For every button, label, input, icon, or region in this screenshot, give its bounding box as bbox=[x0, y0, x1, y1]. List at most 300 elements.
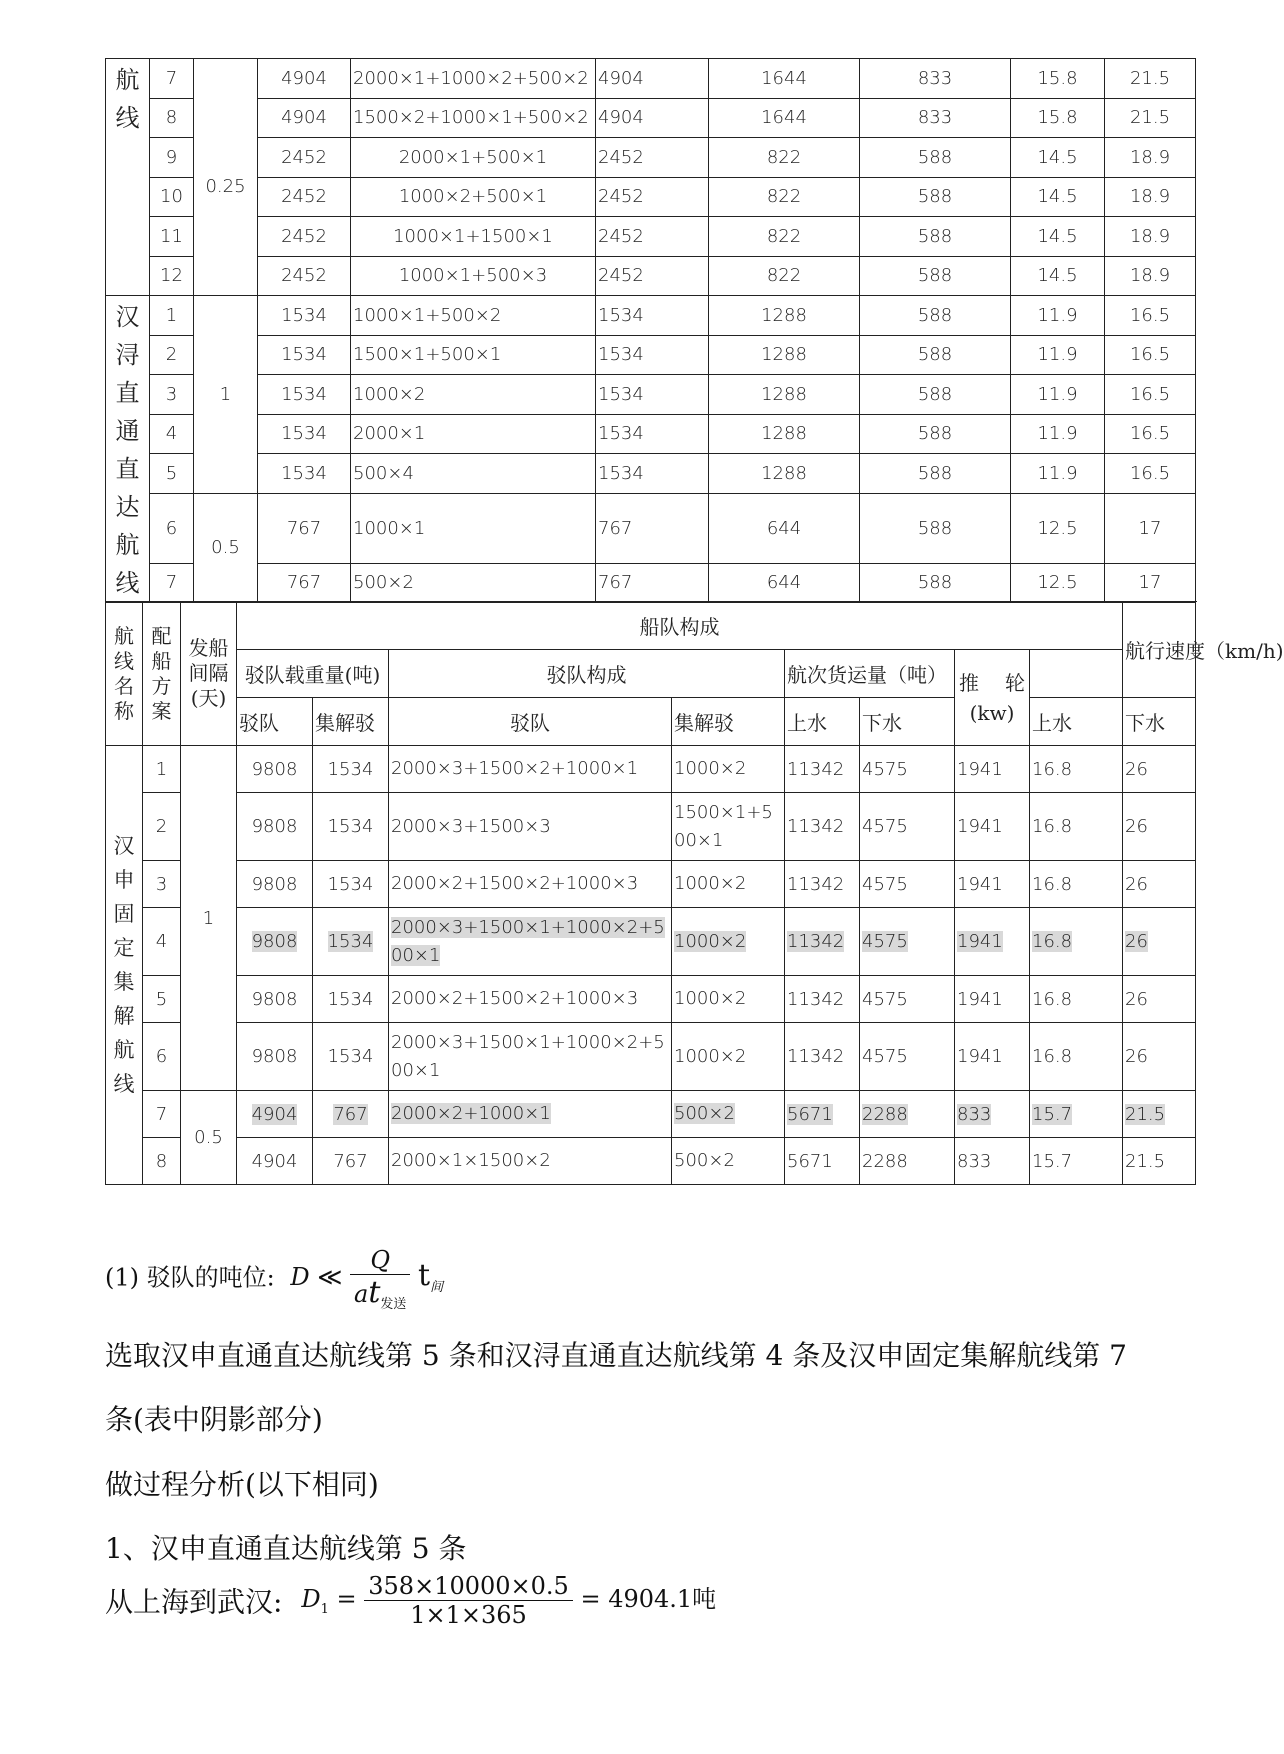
push-power bbox=[955, 908, 1030, 976]
assembly-composition bbox=[672, 793, 785, 861]
header-cargo: 航次货运量（吨） bbox=[785, 650, 955, 698]
assembly-composition bbox=[672, 1138, 785, 1185]
plan-no: 8 bbox=[143, 1138, 181, 1185]
push-power: 588 bbox=[860, 414, 1011, 454]
assembly-load bbox=[313, 746, 389, 793]
push-power-text: 1941 bbox=[957, 816, 1003, 837]
header-assembly: 集解驳 bbox=[313, 698, 389, 746]
cargo-down bbox=[860, 908, 955, 976]
barge-load: 2452 bbox=[258, 256, 351, 296]
formula-label: (1) 驳队的吨位: bbox=[105, 1263, 275, 1292]
speed-up bbox=[1030, 746, 1123, 793]
table-row bbox=[106, 976, 1196, 1023]
table-row bbox=[106, 454, 1196, 494]
cargo-up: 767 bbox=[596, 493, 709, 563]
header-speed-up: 上水 bbox=[1030, 698, 1123, 746]
plan-no: 5 bbox=[143, 976, 181, 1023]
speed-down: 21.5 bbox=[1105, 59, 1196, 99]
table-row bbox=[106, 861, 1196, 908]
barge-composition bbox=[389, 908, 672, 976]
barge-load bbox=[237, 908, 313, 976]
assembly-load bbox=[313, 1023, 389, 1091]
barge-load: 767 bbox=[258, 493, 351, 563]
cargo-down: 822 bbox=[709, 256, 860, 296]
header-up: 上水 bbox=[785, 698, 860, 746]
push-power bbox=[955, 1138, 1030, 1185]
cargo-down bbox=[860, 1138, 955, 1185]
barge-composition bbox=[389, 861, 672, 908]
cargo-down-text: 2288 bbox=[862, 1103, 908, 1125]
table-row bbox=[106, 908, 1196, 976]
assembly-load-text: 767 bbox=[333, 1150, 368, 1172]
header-push-b: 轮 bbox=[1005, 670, 1025, 695]
speed-up-text: 15.7 bbox=[1032, 1150, 1073, 1172]
table-row bbox=[106, 746, 1196, 793]
cargo-up: 4904 bbox=[596, 59, 709, 99]
barge-load bbox=[237, 861, 313, 908]
plan-no: 11 bbox=[150, 217, 194, 257]
header-fleet: 船队构成 bbox=[237, 602, 1123, 650]
speed-down: 18.9 bbox=[1105, 177, 1196, 217]
header-speed-down: 下水 bbox=[1123, 698, 1196, 746]
calc-fraction bbox=[364, 1572, 573, 1629]
push-power bbox=[955, 1091, 1030, 1138]
cargo-down: 1644 bbox=[709, 59, 860, 99]
speed-up bbox=[1030, 1091, 1123, 1138]
table-row bbox=[106, 1138, 1196, 1185]
cargo-down-text: 4575 bbox=[862, 816, 908, 837]
push-power: 588 bbox=[860, 296, 1011, 336]
header-barge-comp: 驳队 bbox=[389, 698, 672, 746]
speed-down-text: 26 bbox=[1125, 988, 1148, 1010]
table-row bbox=[106, 414, 1196, 454]
barge-composition-text: 2000×2+1500×2+1000×3 bbox=[391, 873, 639, 894]
barge-composition-text: 2000×3+1500×1+1000×2+500×1 bbox=[391, 1031, 665, 1081]
speed-up: 14.5 bbox=[1011, 177, 1105, 217]
barge-composition bbox=[389, 793, 672, 861]
route-label: 航线 bbox=[106, 59, 150, 296]
speed-up: 12.5 bbox=[1011, 493, 1105, 563]
push-power-text: 1941 bbox=[957, 988, 1003, 1010]
speed-up: 11.9 bbox=[1011, 375, 1105, 415]
plan-no: 6 bbox=[150, 493, 194, 563]
barge-composition-text: 2000×1×1500×2 bbox=[391, 1150, 551, 1171]
speed-down bbox=[1123, 746, 1196, 793]
barge-composition bbox=[389, 1138, 672, 1185]
route-table-2-body bbox=[106, 602, 1284, 1185]
barge-composition-text: 2000×3+1500×1+1000×2+500×1 bbox=[391, 916, 665, 966]
push-power-text: 1941 bbox=[957, 1046, 1003, 1067]
cargo-up: 1534 bbox=[596, 335, 709, 375]
barge-load-text: 9808 bbox=[251, 873, 298, 895]
table-row bbox=[106, 335, 1196, 375]
paragraph-4: 1、汉申直通直达航线第 5 条 bbox=[105, 1532, 467, 1565]
speed-up: 11.9 bbox=[1011, 414, 1105, 454]
route-label: 汉申固定集解航线 bbox=[106, 746, 143, 1185]
barge-composition: 1500×2+1000×1+500×2 bbox=[351, 98, 596, 138]
header-speed: 航行速度（km/h) bbox=[1123, 602, 1196, 698]
cargo-up: 2452 bbox=[596, 177, 709, 217]
push-power: 588 bbox=[860, 563, 1011, 603]
barge-composition-text: 2000×3+1500×3 bbox=[391, 815, 551, 837]
paragraph-1: 选取汉申直通直达航线第 5 条和汉浔直通直达航线第 4 条及汉申固定集解航线第 7 bbox=[105, 1339, 1127, 1372]
plan-no: 7 bbox=[150, 59, 194, 99]
cargo-up-text: 11342 bbox=[787, 873, 845, 895]
speed-up: 14.5 bbox=[1011, 256, 1105, 296]
barge-load: 1534 bbox=[258, 375, 351, 415]
cargo-up: 1534 bbox=[596, 454, 709, 494]
speed-down: 16.5 bbox=[1105, 454, 1196, 494]
calc-denominator: 1×1×365 bbox=[410, 1601, 527, 1629]
barge-load-text: 9808 bbox=[251, 816, 298, 837]
speed-down: 21.5 bbox=[1105, 98, 1196, 138]
cargo-up bbox=[785, 746, 860, 793]
cargo-down bbox=[860, 793, 955, 861]
assembly-composition bbox=[672, 1023, 785, 1091]
table-row bbox=[106, 1091, 1196, 1138]
route-table-2 bbox=[105, 601, 1284, 1185]
header-load: 驳队载重量(吨) bbox=[237, 650, 389, 698]
speed-up-text: 16.8 bbox=[1032, 931, 1073, 952]
table-row bbox=[106, 493, 1196, 563]
barge-load: 1534 bbox=[258, 414, 351, 454]
calc-eq: = bbox=[336, 1585, 357, 1613]
cargo-up bbox=[785, 908, 860, 976]
cargo-up-text: 11342 bbox=[787, 988, 845, 1010]
barge-load bbox=[237, 1023, 313, 1091]
interval-cell: 1 bbox=[194, 296, 258, 494]
assembly-composition-text: 1000×2 bbox=[674, 1045, 747, 1067]
cargo-down-text: 4575 bbox=[862, 931, 908, 952]
speed-down-text: 21.5 bbox=[1125, 1103, 1166, 1125]
barge-load: 1534 bbox=[258, 454, 351, 494]
speed-down bbox=[1123, 976, 1196, 1023]
cargo-up-text: 11342 bbox=[787, 931, 845, 952]
cargo-down: 1288 bbox=[709, 414, 860, 454]
cargo-down: 822 bbox=[709, 217, 860, 257]
interval-cell: 0.5 bbox=[194, 493, 258, 603]
plan-no: 8 bbox=[150, 98, 194, 138]
assembly-composition bbox=[672, 976, 785, 1023]
barge-load-text: 9808 bbox=[251, 758, 298, 780]
plan-no: 1 bbox=[150, 296, 194, 336]
formula-fraction bbox=[350, 1246, 410, 1312]
push-power-text: 833 bbox=[957, 1150, 992, 1172]
formula-numerator: Q bbox=[350, 1246, 410, 1275]
cargo-up: 1534 bbox=[596, 414, 709, 454]
barge-load-text: 4904 bbox=[251, 1103, 298, 1125]
formula-d: D bbox=[290, 1263, 310, 1292]
plan-no: 3 bbox=[143, 861, 181, 908]
cargo-down bbox=[860, 976, 955, 1023]
cargo-down: 1288 bbox=[709, 454, 860, 494]
push-power-text: 1941 bbox=[957, 873, 1003, 895]
barge-load: 1534 bbox=[258, 296, 351, 336]
calc-numerator: 358×10000×0.5 bbox=[364, 1572, 573, 1601]
assembly-composition-text: 500×2 bbox=[674, 1150, 735, 1171]
push-power: 588 bbox=[860, 256, 1011, 296]
interval-cell: 0.5 bbox=[181, 1091, 237, 1185]
cargo-up: 2452 bbox=[596, 138, 709, 178]
barge-load: 2452 bbox=[258, 138, 351, 178]
speed-down bbox=[1123, 793, 1196, 861]
speed-up: 14.5 bbox=[1011, 217, 1105, 257]
assembly-load bbox=[313, 793, 389, 861]
speed-up: 14.5 bbox=[1011, 138, 1105, 178]
push-power bbox=[955, 976, 1030, 1023]
push-power-text: 1941 bbox=[957, 758, 1003, 780]
assembly-composition-text: 500×2 bbox=[674, 1103, 735, 1124]
push-power: 588 bbox=[860, 138, 1011, 178]
cargo-up bbox=[785, 976, 860, 1023]
cargo-up: 2452 bbox=[596, 256, 709, 296]
paragraph-2: 条(表中阴影部分) bbox=[105, 1403, 323, 1436]
barge-composition bbox=[389, 1023, 672, 1091]
speed-down: 18.9 bbox=[1105, 138, 1196, 178]
plan-no: 5 bbox=[150, 454, 194, 494]
speed-down-text: 26 bbox=[1125, 1046, 1148, 1067]
push-power: 588 bbox=[860, 375, 1011, 415]
speed-down: 16.5 bbox=[1105, 296, 1196, 336]
assembly-load bbox=[313, 1138, 389, 1185]
speed-up-text: 16.8 bbox=[1032, 816, 1073, 837]
route-label: 汉浔直通直达航线 bbox=[106, 296, 150, 603]
assembly-load bbox=[313, 976, 389, 1023]
push-power: 833 bbox=[860, 59, 1011, 99]
speed-up-text: 15.7 bbox=[1032, 1103, 1073, 1125]
assembly-load bbox=[313, 1091, 389, 1138]
table-row bbox=[106, 563, 1196, 603]
push-power-text: 833 bbox=[957, 1103, 992, 1125]
table-row bbox=[106, 59, 1196, 99]
barge-load-text: 4904 bbox=[251, 1150, 298, 1172]
speed-up bbox=[1030, 793, 1123, 861]
barge-composition: 1000×1+500×2 bbox=[351, 296, 596, 336]
table-row bbox=[106, 793, 1196, 861]
speed-down-text: 26 bbox=[1125, 758, 1148, 780]
barge-load bbox=[237, 793, 313, 861]
speed-down bbox=[1123, 1023, 1196, 1091]
cargo-down-text: 2288 bbox=[862, 1150, 908, 1172]
speed-down: 16.5 bbox=[1105, 414, 1196, 454]
speed-up: 15.8 bbox=[1011, 59, 1105, 99]
speed-down bbox=[1123, 861, 1196, 908]
barge-load-text: 9808 bbox=[251, 988, 298, 1010]
cargo-down bbox=[860, 746, 955, 793]
cargo-up bbox=[785, 793, 860, 861]
cargo-down bbox=[860, 1091, 955, 1138]
plan-no: 12 bbox=[150, 256, 194, 296]
push-power bbox=[955, 1023, 1030, 1091]
push-power: 833 bbox=[860, 98, 1011, 138]
speed-up-text: 16.8 bbox=[1032, 758, 1073, 780]
barge-load: 2452 bbox=[258, 217, 351, 257]
plan-no: 1 bbox=[143, 746, 181, 793]
barge-load: 2452 bbox=[258, 177, 351, 217]
speed-up-text: 16.8 bbox=[1032, 988, 1073, 1010]
cargo-down bbox=[860, 861, 955, 908]
assembly-load bbox=[313, 908, 389, 976]
cargo-up-text: 5671 bbox=[787, 1150, 833, 1172]
push-power bbox=[955, 861, 1030, 908]
header-down: 下水 bbox=[860, 698, 955, 746]
cargo-down-text: 4575 bbox=[862, 988, 908, 1010]
barge-load bbox=[237, 746, 313, 793]
speed-down: 16.5 bbox=[1105, 335, 1196, 375]
plan-no: 3 bbox=[150, 375, 194, 415]
calc-d: D bbox=[301, 1585, 321, 1613]
barge-load: 4904 bbox=[258, 59, 351, 99]
header-push-c: (kw) bbox=[969, 700, 1015, 725]
cargo-up-text: 5671 bbox=[787, 1103, 833, 1125]
assembly-load-text: 1534 bbox=[327, 873, 374, 895]
barge-composition: 1000×1 bbox=[351, 493, 596, 563]
plan-no: 4 bbox=[150, 414, 194, 454]
speed-down: 16.5 bbox=[1105, 375, 1196, 415]
header-assembly-comp: 集解驳 bbox=[672, 698, 785, 746]
speed-down-text: 26 bbox=[1125, 931, 1148, 952]
speed-down: 17 bbox=[1105, 493, 1196, 563]
assembly-load-text: 767 bbox=[333, 1103, 368, 1125]
speed-down: 18.9 bbox=[1105, 256, 1196, 296]
barge-load-text: 9808 bbox=[251, 931, 298, 952]
assembly-composition bbox=[672, 1091, 785, 1138]
speed-up: 11.9 bbox=[1011, 335, 1105, 375]
plan-no: 10 bbox=[150, 177, 194, 217]
plan-no: 2 bbox=[150, 335, 194, 375]
barge-composition: 1000×1+1500×1 bbox=[351, 217, 596, 257]
push-power: 588 bbox=[860, 217, 1011, 257]
assembly-composition bbox=[672, 746, 785, 793]
plan-no: 7 bbox=[143, 1091, 181, 1138]
cargo-up bbox=[785, 861, 860, 908]
cargo-down-text: 4575 bbox=[862, 1046, 908, 1067]
cargo-down: 1288 bbox=[709, 335, 860, 375]
route-table-1 bbox=[105, 58, 1196, 603]
cargo-down: 822 bbox=[709, 138, 860, 178]
barge-load bbox=[237, 976, 313, 1023]
table-row bbox=[106, 98, 1196, 138]
header-composition: 驳队构成 bbox=[389, 650, 785, 698]
cargo-up: 767 bbox=[596, 563, 709, 603]
cargo-up: 1534 bbox=[596, 375, 709, 415]
table-row bbox=[106, 375, 1196, 415]
speed-up: 12.5 bbox=[1011, 563, 1105, 603]
table-row bbox=[106, 296, 1196, 336]
cargo-up: 1534 bbox=[596, 296, 709, 336]
barge-composition bbox=[389, 1091, 672, 1138]
cargo-down: 644 bbox=[709, 563, 860, 603]
header-plan: 配船方案 bbox=[143, 602, 181, 746]
barge-composition: 1000×1+500×3 bbox=[351, 256, 596, 296]
calc-label: 从上海到武汉: bbox=[105, 1585, 283, 1619]
speed-down-text: 26 bbox=[1125, 873, 1148, 895]
barge-composition: 2000×1 bbox=[351, 414, 596, 454]
assembly-composition-text: 1000×2 bbox=[674, 930, 747, 952]
cargo-up-text: 11342 bbox=[787, 816, 845, 837]
push-power: 588 bbox=[860, 335, 1011, 375]
cargo-up: 2452 bbox=[596, 217, 709, 257]
route-table-1-body bbox=[106, 59, 1196, 603]
header-interval: 发船间隔(天) bbox=[181, 602, 237, 746]
calc-result: = 4904.1吨 bbox=[580, 1585, 717, 1613]
speed-down bbox=[1123, 1091, 1196, 1138]
speed-up bbox=[1030, 861, 1123, 908]
cargo-down bbox=[860, 1023, 955, 1091]
cargo-down-text: 4575 bbox=[862, 873, 908, 895]
barge-load: 767 bbox=[258, 563, 351, 603]
speed-down: 18.9 bbox=[1105, 217, 1196, 257]
table-row bbox=[106, 177, 1196, 217]
assembly-composition bbox=[672, 908, 785, 976]
assembly-composition-text: 1500×1+500×1 bbox=[674, 801, 773, 851]
plan-no: 4 bbox=[143, 908, 181, 976]
cargo-up bbox=[785, 1091, 860, 1138]
header-push-a: 推 bbox=[959, 670, 979, 695]
assembly-load bbox=[313, 861, 389, 908]
interval-cell: 0.25 bbox=[194, 59, 258, 296]
cargo-down-text: 4575 bbox=[862, 758, 908, 780]
table-row bbox=[106, 217, 1196, 257]
assembly-composition-text: 1000×2 bbox=[674, 758, 747, 779]
paragraph-3: 做过程分析(以下相同) bbox=[105, 1468, 379, 1501]
speed-up bbox=[1030, 976, 1123, 1023]
push-power bbox=[955, 746, 1030, 793]
cargo-up-text: 11342 bbox=[787, 1046, 845, 1067]
speed-up bbox=[1030, 1138, 1123, 1185]
speed-up-text: 16.8 bbox=[1032, 1046, 1073, 1067]
barge-composition bbox=[389, 976, 672, 1023]
assembly-composition-text: 1000×2 bbox=[674, 873, 747, 894]
table-row bbox=[106, 138, 1196, 178]
barge-composition: 2000×1+500×1 bbox=[351, 138, 596, 178]
plan-no: 9 bbox=[150, 138, 194, 178]
header-push bbox=[955, 650, 1030, 746]
push-power: 588 bbox=[860, 493, 1011, 563]
speed-down-text: 26 bbox=[1125, 816, 1148, 837]
speed-down-text: 21.5 bbox=[1125, 1150, 1166, 1172]
assembly-load-text: 1534 bbox=[327, 931, 374, 952]
plan-no: 7 bbox=[150, 563, 194, 603]
cargo-down: 644 bbox=[709, 493, 860, 563]
speed-down bbox=[1123, 1138, 1196, 1185]
barge-composition: 2000×1+1000×2+500×2 bbox=[351, 59, 596, 99]
assembly-load-text: 1534 bbox=[327, 1046, 374, 1067]
cargo-up bbox=[785, 1023, 860, 1091]
cargo-down: 1644 bbox=[709, 98, 860, 138]
push-power bbox=[955, 793, 1030, 861]
formula-t: t bbox=[418, 1258, 431, 1294]
push-power: 588 bbox=[860, 177, 1011, 217]
assembly-composition-text: 1000×2 bbox=[674, 988, 747, 1009]
formula-denominator: $at_{发送}$ bbox=[354, 1275, 407, 1312]
barge-load bbox=[237, 1138, 313, 1185]
barge-composition: 1500×1+500×1 bbox=[351, 335, 596, 375]
barge-composition-text: 2000×2+1000×1 bbox=[391, 1103, 551, 1124]
barge-composition-text: 2000×2+1500×2+1000×3 bbox=[391, 988, 639, 1009]
table-row bbox=[106, 256, 1196, 296]
speed-down bbox=[1123, 908, 1196, 976]
cargo-up: 4904 bbox=[596, 98, 709, 138]
speed-up bbox=[1030, 908, 1123, 976]
barge-load-text: 9808 bbox=[251, 1046, 298, 1067]
table-row bbox=[106, 1023, 1196, 1091]
speed-up: 11.9 bbox=[1011, 296, 1105, 336]
barge-load: 1534 bbox=[258, 335, 351, 375]
formula-rel: ≪ bbox=[317, 1263, 343, 1292]
barge-composition: 500×2 bbox=[351, 563, 596, 603]
push-power: 588 bbox=[860, 454, 1011, 494]
